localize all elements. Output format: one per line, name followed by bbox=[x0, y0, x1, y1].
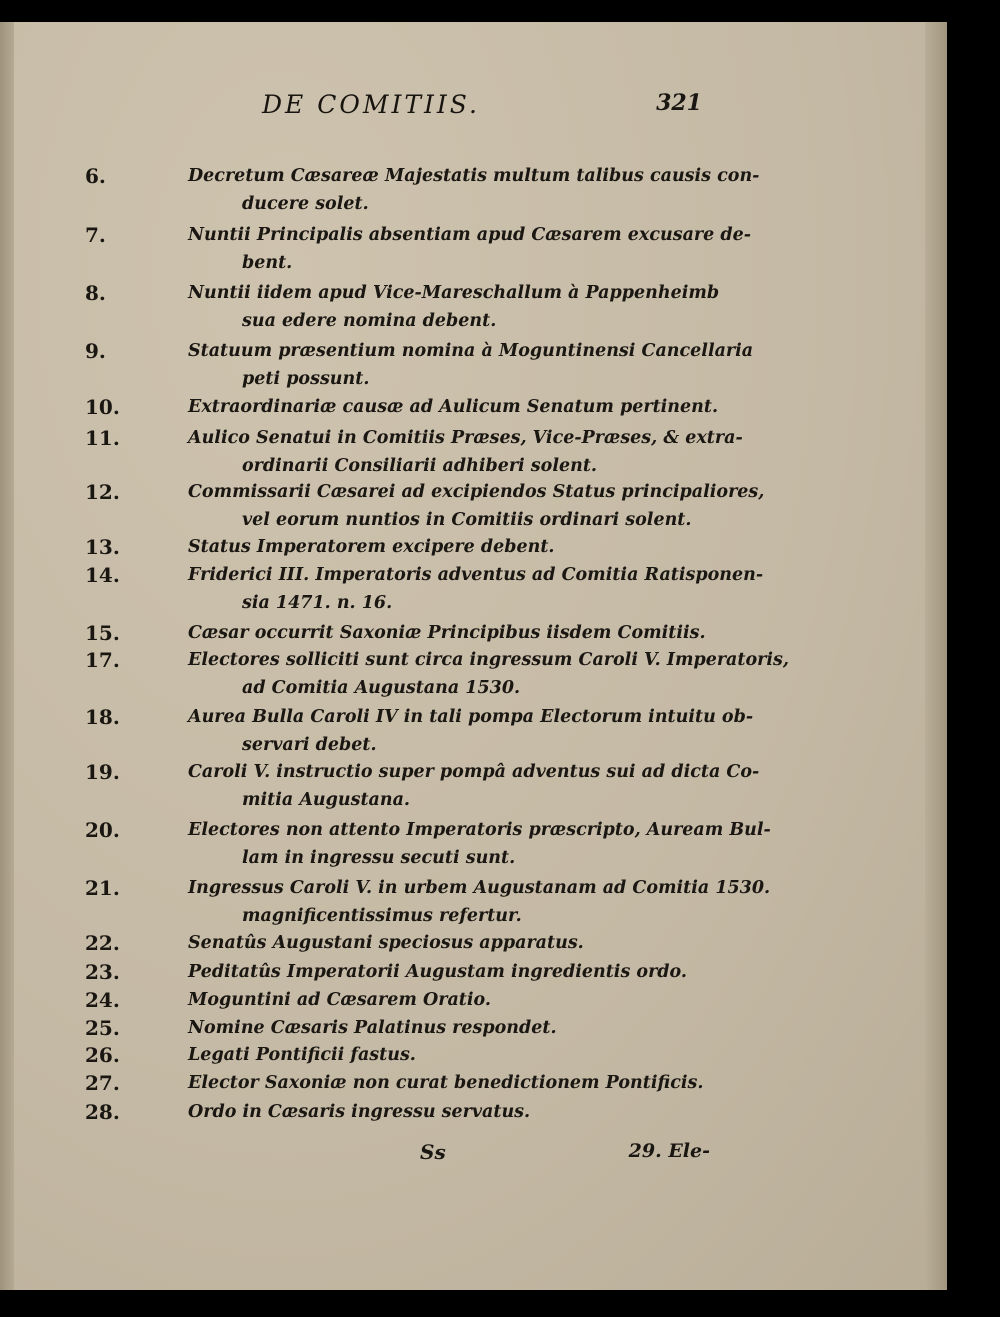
entry-line: Ordo in Cæsaris ingressu servatus. bbox=[188, 1102, 531, 1122]
entry-text bbox=[188, 1069, 708, 1097]
entry-line: Elector Saxoniæ non curat benedictionem Pontificis. bbox=[188, 1073, 704, 1093]
entry-line: Moguntini ad Cæsarem Oratio. bbox=[188, 990, 491, 1010]
entry-line: Senatûs Augustani speciosus apparatus. bbox=[188, 933, 584, 953]
entry-line: Caroli V. instructio super pompâ adventus sui ad dicta Co- bbox=[188, 762, 760, 782]
entry-line: Decretum Cæsareæ Majestatis multum talibus causis con- bbox=[188, 166, 760, 186]
entry-text bbox=[188, 393, 719, 421]
running-title: DE COMITIIS. bbox=[262, 90, 480, 119]
catchword: 29. Ele- bbox=[628, 1140, 710, 1162]
entry-number: 26. bbox=[85, 1043, 120, 1067]
entry-text bbox=[188, 958, 708, 986]
entry-line: Extraordinariæ causæ ad Aulicum Senatum pertinent. bbox=[188, 397, 719, 417]
entry-number: 9. bbox=[85, 339, 106, 363]
entry-text bbox=[188, 1041, 708, 1069]
entry-text bbox=[188, 703, 754, 759]
entry-text bbox=[188, 1098, 708, 1126]
entry-number: 12. bbox=[85, 480, 120, 504]
entry-continuation: mitia Augustana. bbox=[242, 790, 411, 810]
page-number: 321 bbox=[656, 90, 702, 116]
entry-line: Friderici III. Imperatoris adventus ad Comitia Ratisponen- bbox=[188, 565, 764, 585]
entry-number: 19. bbox=[85, 760, 120, 784]
entry-continuation: magnificentissimus refertur. bbox=[242, 906, 522, 926]
entry-number: 11. bbox=[85, 426, 120, 450]
entry-number: 6. bbox=[85, 164, 106, 188]
entry-text bbox=[188, 279, 720, 335]
entry-text bbox=[188, 424, 743, 480]
entry-text bbox=[188, 874, 771, 930]
entry-text bbox=[188, 561, 764, 617]
entry-number: 22. bbox=[85, 931, 120, 955]
entry-line: Nuntii iidem apud Vice-Mareschallum à Pappenheimb bbox=[188, 283, 720, 303]
entry-continuation: sia 1471. n. 16. bbox=[242, 593, 393, 613]
page-right-edge bbox=[925, 22, 947, 1290]
entry-text bbox=[188, 533, 708, 561]
entry-text bbox=[188, 162, 760, 218]
entry-line: Nuntii Principalis absentiam apud Cæsarem excusare de- bbox=[188, 225, 751, 245]
entry-line: Ingressus Caroli V. in urbem Augustanam ad Comitia 1530. bbox=[188, 878, 771, 898]
entry-line: Commissarii Cæsarei ad excipiendos Status principaliores, bbox=[188, 482, 765, 502]
entry-number: 23. bbox=[85, 960, 120, 984]
entry-text bbox=[188, 337, 754, 393]
entry-line: Statuum præsentium nomina à Moguntinensi Cancellaria bbox=[188, 341, 754, 361]
entry-number: 8. bbox=[85, 281, 106, 305]
entry-text bbox=[188, 816, 771, 872]
entry-continuation: lam in ingressu secuti sunt. bbox=[242, 848, 516, 868]
entry-text bbox=[188, 646, 789, 702]
entry-number: 14. bbox=[85, 563, 120, 587]
entry-number: 27. bbox=[85, 1071, 120, 1095]
entry-continuation: vel eorum nuntios in Comitiis ordinari solent. bbox=[242, 510, 692, 530]
entry-continuation: servari debet. bbox=[242, 735, 377, 755]
entry-number: 18. bbox=[85, 705, 120, 729]
entry-continuation: sua edere nomina debent. bbox=[242, 311, 497, 331]
entry-number: 20. bbox=[85, 818, 120, 842]
entry-number: 7. bbox=[85, 223, 106, 247]
entry-text bbox=[188, 619, 708, 647]
page-header bbox=[262, 90, 702, 124]
entry-line: Peditatûs Imperatorii Augustam ingredientis ordo. bbox=[188, 962, 687, 982]
page-footer bbox=[420, 1140, 710, 1170]
entry-line: Electores solliciti sunt circa ingressum Caroli V. Imperatoris, bbox=[188, 650, 789, 670]
entry-continuation: ordinarii Consiliarii adhiberi solent. bbox=[242, 456, 597, 476]
page-left-edge bbox=[0, 22, 14, 1290]
entry-line: Status Imperatorem excipere debent. bbox=[188, 537, 555, 557]
entry-number: 15. bbox=[85, 621, 120, 645]
entry-continuation: bent. bbox=[242, 253, 293, 273]
entry-text bbox=[188, 478, 765, 534]
entry-number: 25. bbox=[85, 1016, 120, 1040]
entry-continuation: ad Comitia Augustana 1530. bbox=[242, 678, 521, 698]
entry-number: 10. bbox=[85, 395, 120, 419]
book-page bbox=[0, 22, 947, 1290]
entry-line: Nomine Cæsaris Palatinus respondet. bbox=[188, 1018, 557, 1038]
entry-continuation: ducere solet. bbox=[242, 194, 369, 214]
entry-number: 21. bbox=[85, 876, 120, 900]
entry-text bbox=[188, 986, 708, 1014]
entry-text bbox=[188, 1014, 708, 1042]
entry-line: Aulico Senatui in Comitiis Præses, Vice-Præses, & extra- bbox=[188, 428, 743, 448]
entry-line: Cæsar occurrit Saxoniæ Principibus iisdem Comitiis. bbox=[188, 623, 706, 643]
entry-text bbox=[188, 221, 751, 277]
entry-number: 28. bbox=[85, 1100, 120, 1124]
entry-text bbox=[188, 758, 760, 814]
entry-line: Electores non attento Imperatoris præscripto, Auream Bul- bbox=[188, 820, 771, 840]
entry-continuation: peti possunt. bbox=[242, 369, 370, 389]
entry-number: 13. bbox=[85, 535, 120, 559]
entry-number: 17. bbox=[85, 648, 120, 672]
entry-text bbox=[188, 929, 708, 957]
entry-line: Aurea Bulla Caroli IV in tali pompa Electorum intuitu ob- bbox=[188, 707, 754, 727]
entry-number: 24. bbox=[85, 988, 120, 1012]
entry-line: Legati Pontificii fastus. bbox=[188, 1045, 416, 1065]
signature-mark: Ss bbox=[420, 1140, 446, 1164]
